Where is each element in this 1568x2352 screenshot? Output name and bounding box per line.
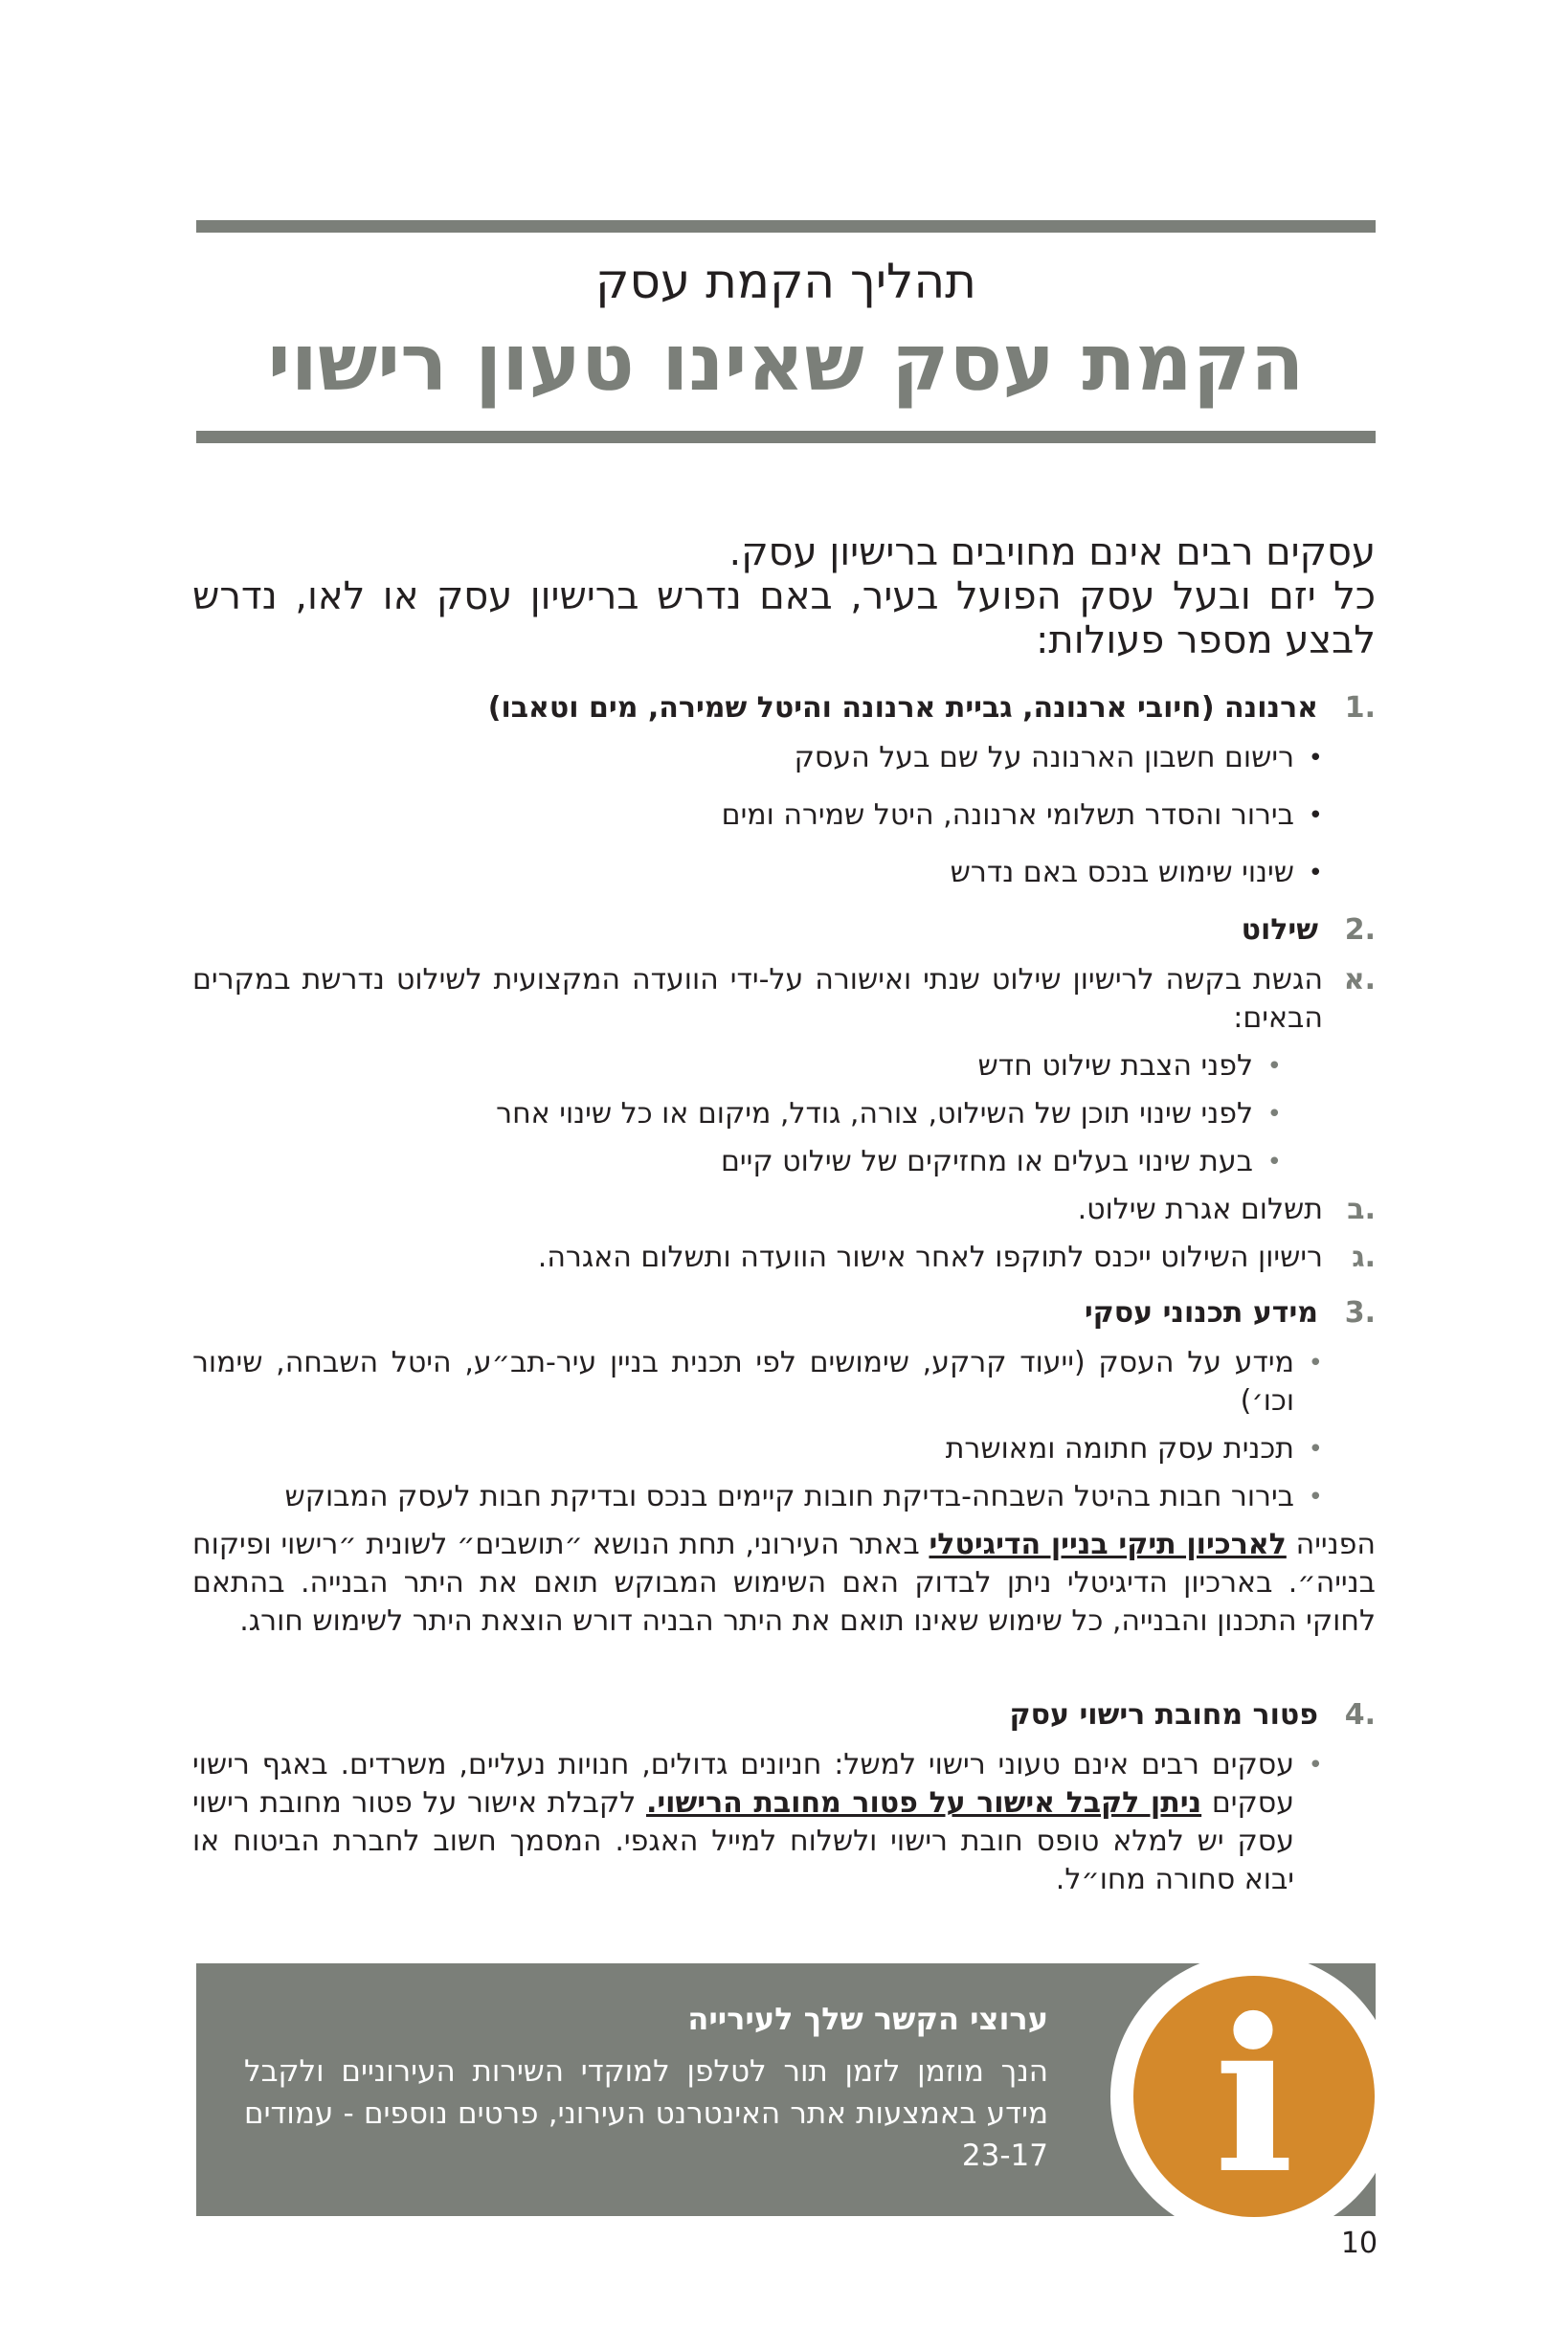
bullet-icon: • — [1308, 859, 1323, 887]
item-b-text: תשלום אגרת שילוט. — [1077, 1193, 1323, 1226]
info-icon-letter: i — [1214, 1972, 1294, 2220]
bullet-icon: • — [1266, 1148, 1282, 1176]
bullet-icon: • — [1266, 1052, 1282, 1081]
page-subtitle: תהליך הקמת עסק — [595, 254, 976, 309]
section-1-bullet: • בירור והסדר תשלומי ארנונה, היטל שמירה ומים — [192, 796, 1376, 835]
section-2-number: .2 — [1344, 913, 1376, 947]
bullet-icon: • — [1308, 1751, 1323, 1780]
section-2-heading — [192, 911, 1376, 950]
section-4-heading — [192, 1696, 1376, 1735]
digital-archive-link[interactable]: לארכיון תיקי בניין הדיגיטלי — [929, 1528, 1287, 1561]
page-title: הקמת עסק שאינו טעון רישוי — [267, 318, 1305, 409]
license-exemption-link[interactable]: ניתן לקבל אישור על פטור מחובת הרישוי. — [645, 1786, 1202, 1820]
section-4-title: פטור מחובת רישוי עסק — [1009, 1698, 1318, 1732]
section-1-bullet: • שינוי שימוש בנכס באם נדרש — [192, 854, 1376, 892]
section-2-bullet: • לפני הצבת שילוט חדש — [192, 1047, 1376, 1086]
section-1-bullet: • רישום חשבון הארנונה על שם בעל העסק — [192, 739, 1376, 777]
section-3-title: מידע תכנוני עסקי — [1084, 1296, 1318, 1330]
section-3-heading — [192, 1294, 1376, 1333]
section-1-number: .1 — [1344, 691, 1376, 725]
bullet-icon: • — [1308, 1483, 1323, 1512]
item-c-text: רישיון השילוט ייכנס לתוקפו לאחר אישור הוועדה ותשלום האגרה. — [537, 1241, 1323, 1274]
section-2-item-b — [192, 1191, 1376, 1229]
section-2-item-c — [192, 1239, 1376, 1277]
section-2-bullet: • לפני שינוי תוכן של השילוט, צורה, גודל, מיקום או כל שינוי אחר — [192, 1095, 1376, 1133]
section-2-title: שילוט — [1241, 913, 1318, 947]
section-3-bullet: • מידע על העסק (ייעוד קרקע, שימושים לפי תכנית בניין עיר-תב״ע, היטל השבחה, שימור וכו׳) — [192, 1346, 1323, 1418]
section-3-paragraph: הפנייה לארכיון תיקי בניין הדיגיטלי באתר העירוני, תחת הנושא ״תושבים״ לשונית ״רישוי ופיקוח בנייה״. בארכיון הדיגיטלי ניתן לבדוק האם השימוש המבוקש תואם את היתר הבנייה. בהתאם לחוקי התכנון והבנייה, כל שימוש שאינו תואם את היתר הבניה דורש הוצאת היתר לשימוש חורג. — [192, 1528, 1376, 1638]
info-text: הנך מוזמן לזמן תור לטלפן למוקדי השירות העירוניים ולקבל מידע באמצעות אתר האינטרנט העירוני, פרטים נוספים - עמודים 23-17 — [244, 2054, 1048, 2173]
bottom-rule — [196, 431, 1376, 443]
section-3-number: .3 — [1344, 1296, 1376, 1330]
top-rule — [196, 220, 1376, 233]
section-2-item-a — [192, 961, 1376, 1038]
bullet-icon: • — [1308, 744, 1323, 773]
section-4-number: .4 — [1344, 1698, 1376, 1732]
section-4-bullet: • עסקים רבים אינם טעוני רישוי למשל: חניונים גדולים, חנויות נעליים, משרדים. באגף רישוי עסקים ניתן לקבל אישור על פטור מחובת הרישוי. לקבלת אישור על פטור מחובת רישוי עסק יש למלא טופס חובת רישוי ולשלוח למייל האגפי. המסמך חשוב לחברת הביטוח או יבוא סחורה מחו״ל. — [192, 1748, 1323, 1896]
item-a-text: הגשת בקשה לרישיון שילוט שנתי ואישורה על-ידי הוועדה המקצועית לשילוט נדרשת במקרים הבאים: — [192, 963, 1323, 1035]
intro — [192, 530, 1376, 662]
item-c-label: .ג — [1352, 1241, 1376, 1274]
intro-line-2: כל יזם ובעל עסק הפועל בעיר, באם נדרש ברישיון עסק או לאו, נדרש לבצע מספר פעולות: — [192, 574, 1376, 662]
section-3-bullet: • בירור חבות בהיטל השבחה-בדיקת חובות קיימים בנכס ובדיקת חבות לעסק המבוקש — [192, 1478, 1376, 1516]
info-title: ערוצי הקשר שלך לעירייה — [687, 2001, 1048, 2037]
item-b-label: .ב — [1347, 1193, 1376, 1226]
section-1-title: ארנונה (חיובי ארנונה, גביית ארנונה והיטל שמירה, מים וטאבו) — [487, 691, 1318, 725]
bullet-icon: • — [1308, 1349, 1323, 1378]
intro-line-1: עסקים רבים אינם מחויבים ברישיון עסק. — [728, 530, 1376, 574]
section-2-bullet: • בעת שינוי בעלים או מחזיקים של שילוט קיים — [192, 1143, 1376, 1181]
bullet-icon: • — [1308, 1435, 1323, 1464]
bullet-icon: • — [1308, 801, 1323, 830]
bullet-icon: • — [1266, 1100, 1282, 1129]
section-3-bullet: • תכנית עסק חתומה ומאושרת — [192, 1430, 1376, 1468]
item-a-label: .א — [1343, 963, 1376, 997]
section-1-heading — [192, 689, 1376, 728]
page-number: 10 — [1340, 2227, 1378, 2260]
